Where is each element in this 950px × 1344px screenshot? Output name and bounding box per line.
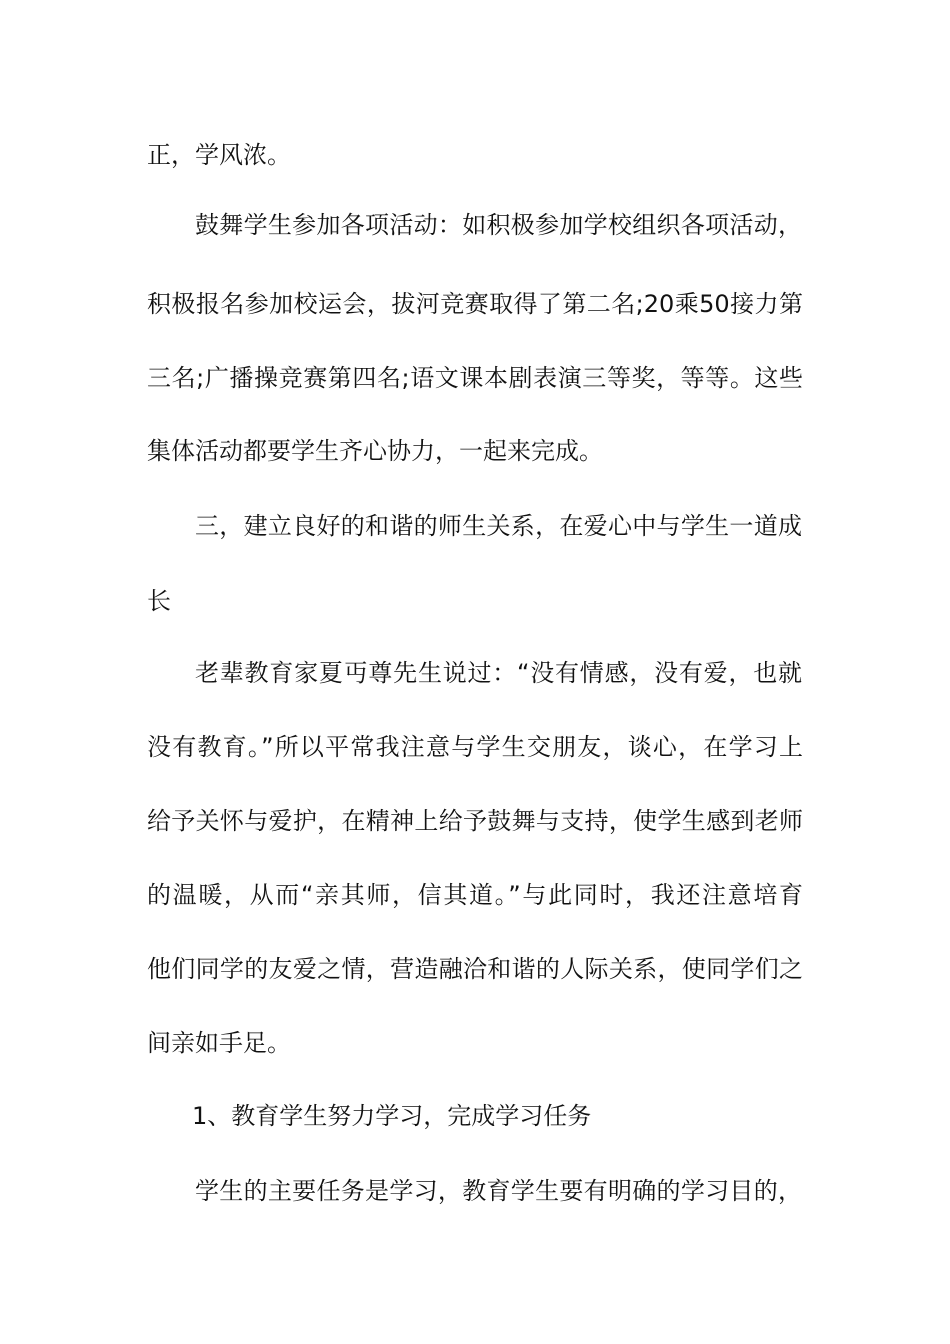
text-line-content: 老辈教育家夏丏尊先生说过：“没有情感，没有爱，也就 bbox=[195, 659, 802, 687]
text-line bbox=[0, 725, 950, 769]
text-line bbox=[0, 356, 950, 400]
text-line bbox=[0, 1021, 950, 1065]
text-line bbox=[0, 429, 950, 473]
text-line bbox=[0, 203, 950, 247]
text-line-content: 三名;广播操竞赛第四名;语文课本剧表演三等奖，等等。这些 bbox=[147, 364, 803, 392]
text-line bbox=[0, 1094, 950, 1138]
text-line bbox=[0, 504, 950, 548]
text-line-content: 积极报名参加校运会，拔河竞赛取得了第二名;20乘50接力第 bbox=[147, 290, 803, 318]
text-line-content: 给予关怀与爱护，在精神上给予鼓舞与支持，使学生感到老师 bbox=[147, 807, 803, 835]
text-line-content: 没有教育。”所以平常我注意与学生交朋友，谈心，在学习上 bbox=[147, 733, 803, 761]
text-line-content: 三，建立良好的和谐的师生关系，在爱心中与学生一道成 bbox=[195, 512, 802, 540]
text-line-content: 正，学风浓。 bbox=[147, 141, 291, 169]
text-line-content: 他们同学的友爱之情，营造融洽和谐的人际关系，使同学们之 bbox=[147, 955, 803, 983]
text-line-content: 1、教育学生努力学习，完成学习任务 bbox=[192, 1102, 592, 1130]
text-line-content: 鼓舞学生参加各项活动：如积极参加学校组织各项活动， bbox=[195, 211, 802, 239]
text-line bbox=[0, 579, 950, 623]
text-line bbox=[0, 799, 950, 843]
text-line-content: 的温暖，从而“亲其师，信其道。”与此同时，我还注意培育 bbox=[147, 881, 803, 909]
text-line bbox=[0, 133, 950, 177]
text-line bbox=[0, 282, 950, 326]
text-line-content: 长 bbox=[147, 587, 171, 615]
text-line bbox=[0, 1169, 950, 1213]
text-line-content: 学生的主要任务是学习，教育学生要有明确的学习目的， bbox=[195, 1177, 802, 1205]
text-line bbox=[0, 947, 950, 991]
text-line bbox=[0, 651, 950, 695]
text-line-content: 间亲如手足。 bbox=[147, 1029, 291, 1057]
text-line bbox=[0, 873, 950, 917]
text-line-content: 集体活动都要学生齐心协力，一起来完成。 bbox=[147, 437, 603, 465]
